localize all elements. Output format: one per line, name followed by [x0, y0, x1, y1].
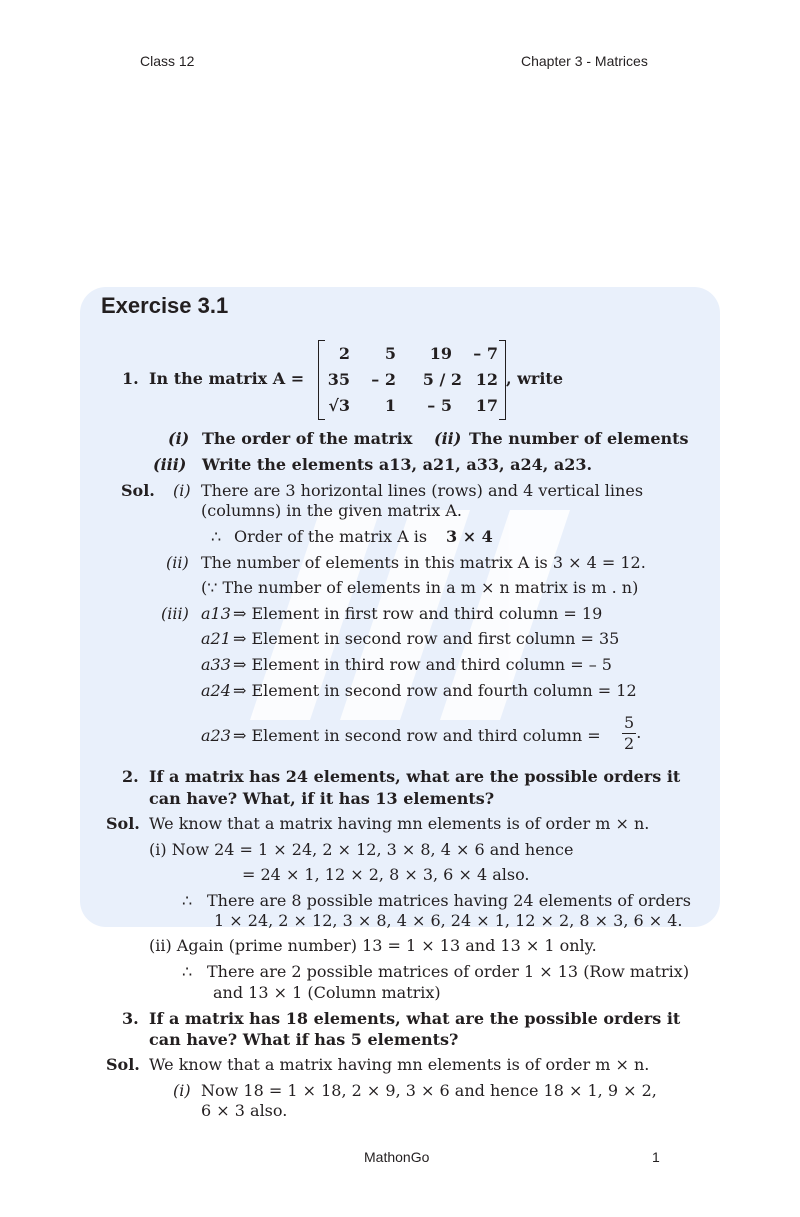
- sol1-order-value: 3 × 4: [446, 527, 493, 546]
- sol1-iii-label: (iii): [161, 604, 189, 623]
- matrix-cell: 5 / 2: [422, 370, 462, 389]
- sol3-i-label: (i): [173, 1081, 191, 1100]
- matrix-cell: – 7: [473, 344, 498, 363]
- element-a33-text: ⇒ Element in third row and third column = – 5: [233, 655, 612, 674]
- q3-line2: can have? What if has 5 elements?: [149, 1030, 459, 1049]
- sol3-intro: We know that a matrix having mn elements is of order m × n.: [149, 1055, 650, 1074]
- therefore-symbol: ∴: [182, 891, 193, 910]
- sol2-label: Sol.: [106, 814, 140, 833]
- matrix-cell: 5: [384, 344, 396, 363]
- matrix-cell: 12: [475, 370, 498, 389]
- sol1-i-line1: There are 3 horizontal lines (rows) and 4 vertical lines: [201, 481, 644, 500]
- q1-part-i-label: (i): [168, 429, 190, 448]
- header-class: Class 12: [140, 53, 195, 69]
- q2-line1: If a matrix has 24 elements, what are the possible orders it: [149, 767, 681, 786]
- q3-number: 3.: [122, 1009, 139, 1028]
- q1-part-iii-label: (iii): [153, 455, 187, 474]
- matrix-cell: 2: [338, 344, 350, 363]
- sol3-i-line2: 6 × 3 also.: [201, 1101, 288, 1120]
- matrix-cell: 17: [475, 396, 498, 415]
- sol1-ii-text: The number of elements in this matrix A is 3 × 4 = 12.: [201, 553, 646, 572]
- sol2-t1-line2: 1 × 24, 2 × 12, 3 × 8, 4 × 6, 24 × 1, 12 × 2, 8 × 3, 6 × 4.: [214, 911, 683, 930]
- element-a21-text: ⇒ Element in second row and first column = 35: [233, 629, 620, 648]
- element-a33: a33: [201, 655, 231, 674]
- sol2-t2-line2: and 13 × 1 (Column matrix): [213, 983, 441, 1002]
- q1-prefix: In the matrix A =: [149, 369, 305, 388]
- q1-part-i: The order of the matrix: [202, 429, 413, 448]
- element-a13-text: ⇒ Element in first row and third column = 19: [233, 604, 603, 623]
- sol1-because: (∵ The number of elements in a m × n matrix is m . n): [201, 578, 639, 597]
- sol2-t2-line1: There are 2 possible matrices of order 1 × 13 (Row matrix): [207, 962, 690, 981]
- element-a13: a13: [201, 604, 231, 623]
- q1-part-ii: The number of elements: [469, 429, 689, 448]
- sol1-ii-label: (ii): [166, 553, 189, 572]
- exercise-title: Exercise 3.1: [101, 293, 229, 318]
- page-number: 1: [652, 1149, 660, 1165]
- q1-part-ii-label: (ii): [434, 429, 462, 448]
- element-a23: a23: [201, 726, 231, 745]
- q2-number: 2.: [122, 767, 139, 786]
- matrix-right-bracket: [499, 340, 506, 420]
- sol2-i-line1: (i) Now 24 = 1 × 24, 2 × 12, 3 × 8, 4 × 6 and hence: [149, 840, 574, 859]
- matrix-cell: – 2: [371, 370, 396, 389]
- sol1-i-line2: (columns) in the given matrix A.: [201, 501, 462, 520]
- therefore-symbol: ∴: [211, 527, 222, 546]
- fraction-five-halves: $\frac{5}{2}$ .: [624, 713, 642, 753]
- matrix-cell: 1: [384, 396, 396, 415]
- matrix-cell: 35: [327, 370, 350, 389]
- element-a23-text: ⇒ Element in second row and third column =: [233, 726, 601, 745]
- q3-line1: If a matrix has 18 elements, what are the possible orders it: [149, 1009, 681, 1028]
- footer-brand: MathonGo: [364, 1149, 430, 1165]
- header-chapter: Chapter 3 - Matrices: [521, 53, 648, 69]
- sol1-label: Sol.: [121, 481, 155, 500]
- sol3-i-line1: Now 18 = 1 × 18, 2 × 9, 3 × 6 and hence 18 × 1, 9 × 2,: [201, 1081, 657, 1100]
- matrix-cell: 19: [429, 344, 452, 363]
- therefore-symbol: ∴: [182, 962, 193, 981]
- sol1-i-label: (i): [173, 481, 191, 500]
- sol2-intro: We know that a matrix having mn elements is of order m × n.: [149, 814, 650, 833]
- q2-line2: can have? What, if it has 13 elements?: [149, 789, 495, 808]
- sol3-label: Sol.: [106, 1055, 140, 1074]
- element-a21: a21: [201, 629, 231, 648]
- q1-number: 1.: [122, 369, 139, 388]
- sol2-t1-line1: There are 8 possible matrices having 24 elements of orders: [207, 891, 691, 910]
- matrix-A: [318, 340, 506, 420]
- element-a24: a24: [201, 681, 231, 700]
- sol1-order-text: Order of the matrix A is: [234, 527, 428, 546]
- sol2-ii-line1: (ii) Again (prime number) 13 = 1 × 13 and 13 × 1 only.: [149, 936, 597, 955]
- sol2-i-line2: = 24 × 1, 12 × 2, 8 × 3, 6 × 4 also.: [242, 865, 530, 884]
- matrix-cell: √3: [328, 396, 350, 415]
- q1-part-iii: Write the elements a13, a21, a33, a24, a23.: [202, 455, 593, 474]
- matrix-cell: – 5: [427, 396, 452, 415]
- q1-suffix: , write: [506, 369, 563, 388]
- element-a24-text: ⇒ Element in second row and fourth column = 12: [233, 681, 637, 700]
